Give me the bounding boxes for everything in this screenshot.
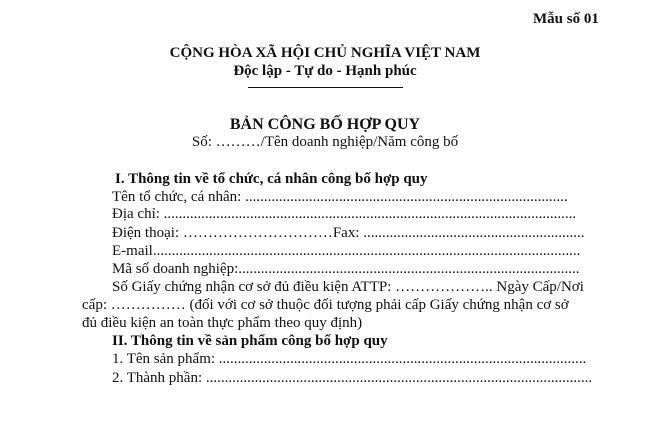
address-line: Địa chỉ: .............................................................................................................. — [112, 206, 577, 222]
motto-underline — [248, 87, 403, 88]
org-name-line: Tên tổ chức, cá nhân: ...................................................................................... — [112, 189, 568, 205]
certificate-line-cont: cấp: …………… (đối với cơ sở thuộc đối tượng phải cấp Giấy chứng nhận cơ sở — [82, 297, 569, 313]
business-code-line: Mã số doanh nghiệp:........................................................................................... — [112, 261, 580, 277]
phone-fax-line: Điện thoại: …………………………Fax: ........................................................... — [112, 225, 585, 241]
certificate-line-end: đủ điều kiện an toàn thực phẩm theo quy định) — [82, 315, 363, 331]
document-title: BẢN CÔNG BỐ HỢP QUY — [229, 116, 421, 133]
email-line: E-mail.................................................................................................................. — [112, 243, 581, 259]
ingredients-line: 2. Thành phần: ....................................................................................................... — [112, 370, 593, 386]
form-number: Mẫu số 01 — [533, 11, 599, 27]
certificate-line: Số Giấy chứng nhận cơ sở đủ điều kiện ATTP: ……………….. Ngày Cấp/Nơi — [112, 279, 584, 295]
section-2-heading: II. Thông tin về sản phẩm công bố hợp quy — [112, 333, 388, 349]
product-name-line: 1. Tên sản phẩm: .................................................................................................. — [112, 351, 587, 367]
national-motto: Độc lập - Tự do - Hạnh phúc — [233, 63, 417, 79]
country-name: CỘNG HÒA XÃ HỘI CHỦ NGHĨA VIỆT NAM — [169, 45, 481, 61]
document-number: Số: ………/Tên doanh nghiệp/Năm công bố — [191, 134, 459, 150]
section-1-heading: I. Thông tin về tổ chức, cá nhân công bố hợp quy — [115, 171, 428, 187]
